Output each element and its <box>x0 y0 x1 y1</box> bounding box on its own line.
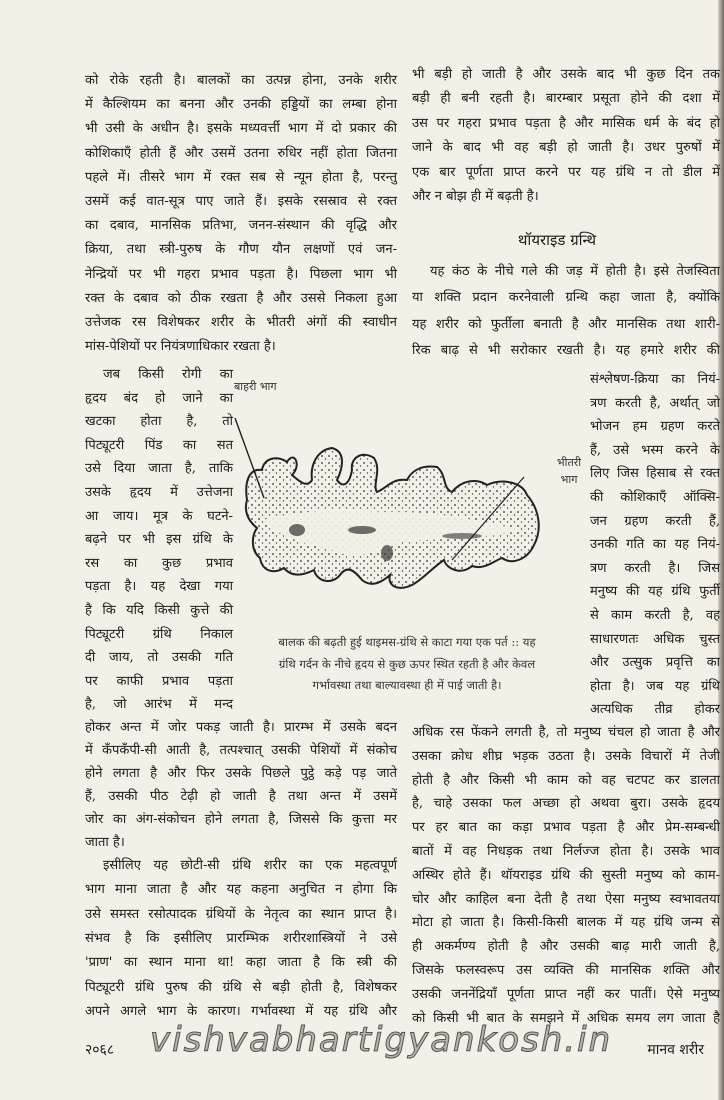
text-line-content: संभव है कि इसीलिए प्रारम्भिक शरीरशास्त्रियों ने उसे <box>85 930 397 946</box>
text-line-content: चोर और काहिल बना देती है तथा ऐसा मनुष्य स्वभावतया <box>412 891 720 907</box>
text-line-content: में कैल्शियम का बनना और उनकी हड्डियों का लम्बा होना <box>85 97 397 113</box>
right-paragraph-2 <box>412 261 720 366</box>
left-paragraph-2-narrow <box>85 364 233 718</box>
text-line-content: लिए जिस हिसाब से रक्त <box>590 466 720 482</box>
text-line-content: उसे समस्त रसोत्पादक ग्रंथियों के नेतृत्व का स्थान प्राप्त है। <box>85 906 397 922</box>
caption-line: गर्भावस्था तथा बाल्यावस्था ही में पाई जाती है। <box>312 678 502 692</box>
text-line-content: उसमें कई वात-सूत्र पाए जाते हैं। इसके रसस्राव से रक्त <box>85 194 397 209</box>
text-line-content: है कि यदि किसी कुत्ते की <box>85 603 233 618</box>
text-line-content: होता है। जब यह ग्रंथि <box>590 678 720 694</box>
text-line-content: खटका होता है, तो <box>85 414 233 430</box>
text-line-content: को किसी भी बात के समझने में अधिक समय लग जाता है <box>412 1010 720 1026</box>
text-line-content: जन ग्रहण करती हैं, <box>590 513 720 529</box>
text-line-content: है, जो आरंभ में मन्द <box>85 697 233 713</box>
text-line-content: अधिक रस फेंकने लगती है, तो मनुष्य चंचल हो जाता है और <box>412 725 720 740</box>
label-inner-part <box>544 454 594 488</box>
text-line-content: संश्लेषण-क्रिया का नियं- <box>590 372 720 387</box>
watermark: vishvabhartigyankosh.in <box>150 1020 613 1060</box>
text-line-content: उत्तेजक रस विशेषकर शरीर के भीतरी अंगों की स्वाधीन <box>85 315 397 330</box>
text-line-content: का दबाव, मानसिक प्रतिभा, जनन-संस्थान की वृद्धि और <box>85 218 397 234</box>
text-line-content: जोर का अंग-संकोचन होने लगता है, जिससे कि कुत्ता मर <box>85 812 397 827</box>
right-paragraph-2-narrow <box>590 369 720 723</box>
figure-caption <box>222 632 592 697</box>
text-line-content: पर हर बात का कड़ा प्रभाव पड़ता है और प्रेम-सम्बन्धी <box>412 820 720 836</box>
text-line-content: भी बड़ी हो जाती है और उसके बाद भी कुछ दिन तक <box>412 67 720 82</box>
text-line-content: की कोशिकाएँ ऑक्सि- <box>590 490 720 505</box>
text-line-content: बड़ी ही बनी रहती है। बारम्बार प्रसूता होने की दशा में <box>412 91 720 107</box>
text-line-content: अस्थिर होते हैं। थॉयराइड ग्रंथि की सुस्ती मनुष्य को काम- <box>412 867 720 883</box>
text-line-content: जाने के बाद भी वह बड़ी हो जाती है। उधर पुरुषों में <box>412 140 720 156</box>
text-line-content: त्रण करती है, अर्थात् जो <box>590 395 720 411</box>
text-line-content: भोजन हम ग्रहण करते <box>590 419 720 435</box>
left-paragraph-2-wide <box>85 717 397 855</box>
text-line-content: और उत्सुक प्रवृत्ति का <box>590 655 720 671</box>
text-line-content: 'प्राण' का स्थान माना था! कहा जाता है कि स्त्री की <box>85 955 397 971</box>
text-line-content: होती है और किसी भी काम को वह चटपट कर डालता <box>412 772 720 788</box>
text-line-content: पर काफी प्रभाव पड़ता <box>85 673 233 689</box>
label-inner-part-line-2: भाग <box>560 473 578 486</box>
text-line-content: अपने अगले भाग के कारण। गर्भावस्था में यह ग्रंथि और <box>85 1003 397 1019</box>
text-line-content: अत्यधिक तीव्र होकर <box>590 702 720 718</box>
text-line-content: पिट्यूटरी ग्रंथि पुरुष की ग्रंथि से बड़ी होती है, विशेषकर <box>85 979 397 995</box>
text-line-content: रस का कुछ प्रभाव <box>85 555 233 571</box>
text-line-content: रक्त के दबाव को ठीक रखता है और उससे निकला हुआ <box>85 290 397 306</box>
text-line-content: है, चाहे उसका फल अच्छा हो अथवा बुरा। उसके हृदय <box>412 796 720 812</box>
text-line-content: मनुष्य की यह ग्रंथि फुर्ती <box>590 584 720 600</box>
text-line-content: साधारणतः अधिक चुस्त <box>590 631 720 647</box>
text-line-content: इसीलिए यह छोटी-सी ग्रंथि शरीर का एक महत्वपूर्ण <box>103 858 397 873</box>
running-footer-title: मानव शरीर <box>647 1042 704 1058</box>
text-line-content: मोटा हो जाता है। किसी-किसी बालक में यह ग्रंथि जन्म से <box>412 915 720 931</box>
text-line-content: यह कंठ के नीचे गले की जड़ में होती है। इसे तेजस्विता <box>430 264 720 279</box>
text-line-content: उस पर गहरा प्रभाव पड़ता है और मासिक धर्म के बंद हो <box>412 115 720 131</box>
left-paragraph-1 <box>85 70 397 360</box>
text-line-content: आ जाय। मूत्र के घटने- <box>85 508 233 524</box>
text-line-content: पिट्यूटरी ग्रंथि निकाल <box>85 626 233 642</box>
text-line-content: यह शरीर को फुर्तीला बनाती है और मानसिक तथा शारी- <box>412 316 720 332</box>
right-paragraph-1 <box>412 64 720 210</box>
text-line-content: भाग माना जाता है और यह कहना अनुचित न होगा कि <box>85 882 397 898</box>
text-line-content: उसे दिया जाता है, ताकि <box>85 461 233 477</box>
thymus-gland-illustration <box>222 370 592 630</box>
text-line-content: बढ़ने पर भी इस ग्रंथि के <box>85 532 233 548</box>
page-number: २०६८ <box>85 1042 115 1058</box>
text-line-content: को रोके रहती है। बालकों का उत्पन्न होना, उनके शरीर <box>85 73 397 88</box>
text-line-content: या शक्ति प्रदान करनेवाली ग्रन्थि कहा जाता है, क्योंकि <box>412 290 720 306</box>
text-line-content: से काम करती है, वह <box>590 608 720 623</box>
text-line-content: पहले में। तीसरे भाग में रक्त सब से न्यून होता है, परन्तु <box>85 169 397 185</box>
text-line-content: भी उसी के अधीन है। इसके मध्यवर्त्ती भाग में दो प्रकार की <box>85 121 397 137</box>
right-paragraph-2-wide <box>412 722 720 1031</box>
text-line-content: जाता है। <box>85 835 125 850</box>
text-line-content: उसका क्रोध शीघ्र भड़क उठता है। उसके विचारों में तेजी <box>412 748 720 764</box>
text-line-content: मांस-पेशियों पर नियंत्रणाधिकार रखता है। <box>85 339 276 355</box>
text-line-content: क्रिया, तथा स्त्री-पुरुष के गौण यौन लक्षणों एवं जन- <box>85 242 397 258</box>
section-heading-thyroid: थॉयराइड ग्रन्थि <box>517 231 597 249</box>
text-line-content: उसकी जननेंद्रियाँ पूर्णता प्राप्त नहीं कर पातीं। ऐसे मनुष्य <box>412 986 720 1002</box>
label-inner-part-line-1: भीतरी <box>556 456 582 469</box>
text-line-content: पिट्यूटरी पिंड का सत <box>85 437 233 453</box>
text-line-content: और न बोझ ही में बढ़ती है। <box>412 189 539 204</box>
text-line-content: जिसके फलस्वरूप उस व्यक्ति की मानसिक शक्ति और <box>412 963 720 978</box>
text-line-content: हृदय बंद हो जाने का <box>85 390 233 406</box>
text-line-content: कोशिकाएँ होती हैं और उसमें उतना रुधिर नहीं होता जितना <box>85 145 397 161</box>
text-line-content: एक बार पूर्णता प्राप्त करने पर यह ग्रंथि न तो डील में <box>412 164 720 180</box>
left-paragraph-3 <box>85 855 397 1025</box>
thymus-section-drawing <box>222 370 592 630</box>
text-line-content: नेन्द्रियों पर भी गहरा प्रभाव पड़ता है। पिछला भाग भी <box>85 266 397 282</box>
text-line-content: होकर अन्त में जोर पकड़ जाती है। प्रारम्भ में उसके बदन <box>85 720 397 735</box>
text-line-content: में कँपकँपी-सी आती है, तत्पश्चात् उसकी पेशियों में संकोच <box>85 743 397 758</box>
text-line-content: जब किसी रोगी का <box>103 367 233 382</box>
text-line-content: उनकी गति का यह नियं- <box>590 537 720 553</box>
text-line-content: हैं, उसकी पीठ टेढ़ी हो जाती है तथा अन्त में उसमें <box>85 789 397 804</box>
text-line-content: पड़ता है। यह देखा गया <box>85 579 233 595</box>
label-outer-part: बाहरी भाग <box>234 380 277 393</box>
text-line-content: त्रण करती है। जिस <box>590 560 720 576</box>
text-line-content: हैं, उसे भस्म करने के <box>590 442 720 458</box>
caption-line: ग्रंथि गर्दन के नीचे हृदय से कुछ ऊपर स्थित रहती है और केवल <box>278 656 536 671</box>
text-line-content: ही अकर्मण्य होती है और उसकी बाढ़ मारी जाती है, <box>412 939 720 955</box>
text-line-content: होने लगता है और फिर उसके पिछले पुट्ठे कड़े पड़ जाते <box>85 766 397 781</box>
text-line-content: रिक बाढ़ से भी सरोकार रखती है। यह हमारे शरीर की <box>412 342 720 358</box>
text-line-content: उसके हृदय में उत्तेजना <box>85 485 233 500</box>
text-line-content: दी जाय, तो उसकी गति <box>85 650 233 666</box>
caption-line: बालक की बढ़ती हुई थाइमस-ग्रंथि से काटा गया एक पर्त :: यह <box>278 635 536 649</box>
text-line-content: बातों में वह निधड़क तथा निर्लज्ज होता है। उसके भाव <box>412 844 720 859</box>
